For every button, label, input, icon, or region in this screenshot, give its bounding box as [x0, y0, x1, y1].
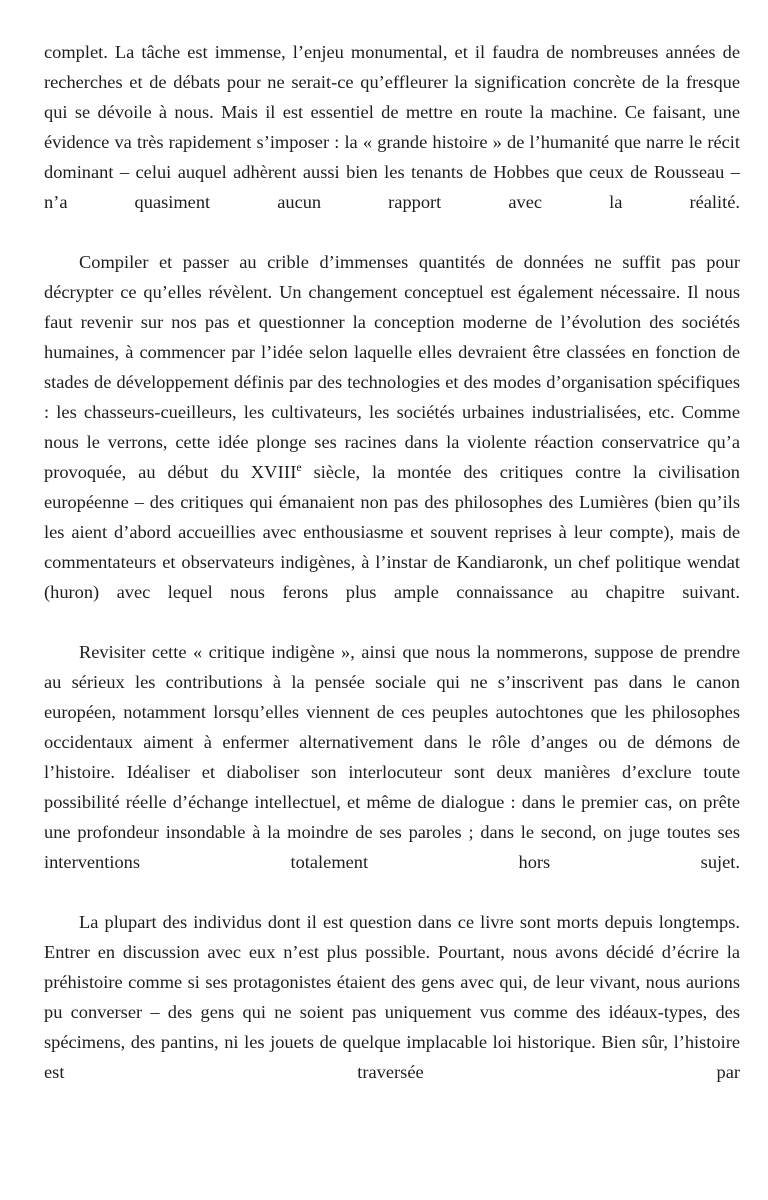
century-ordinal-superscript: e [296, 461, 302, 474]
paragraph-compiler-part-1: Compiler et passer au crible d’immenses quantités de données ne suffit pas pour décrypter ce qu’elles révèlent. Un changement conceptuel est également nécessaire. Il nous faut revenir sur nos pas et questionner la conception moderne de l’évolution des sociétés humaines, à commencer par l’idée selon laquelle elles devraient être classées en fonction de stades de développement définis par des technologies et des modes d’organisation spécifiques : les chasseurs-cueilleurs, les cultivateurs, les sociétés urbaines industrialisées, etc. Comme nous le verrons, cette idée plonge ses racines dans la violente réaction conservatrice qu’a provoquée, au début du [44, 252, 740, 482]
century-smallcaps: XVIII [250, 462, 297, 482]
paragraph-compiler-part-2: siècle, la montée des critiques contre la civilisation européenne – des critiques qui émanaient non pas des philosophes des Lumières (bien qu’ils les aient d’abord accueillies avec enthousiasme et souvent reprises à leur compte), mais de commentateurs et observateurs indigènes, à l’instar de Kandiaronk, un chef politique wendat (huron) avec lequel nous ferons plus ample connaissance au chapitre suivant. [44, 462, 740, 602]
paragraph-la-plupart: La plupart des individus dont il est question dans ce livre sont morts depuis longtemps. Entrer en discussion avec eux n’est plus possible. Pourtant, nous avons décidé d’écrire la préhistoire comme si ses protagonistes étaient des gens avec qui, de leur vivant, nous aurions pu converser – des gens qui ne soient pas uniquement vus comme des idéaux-types, des spécimens, des pantins, ni les jouets de quelque implacable loi historique. Bien sûr, l’histoire est traversée par [44, 912, 740, 1082]
paragraph-compiler [44, 247, 740, 637]
body-text-column [44, 37, 740, 1117]
paragraph-continued: complet. La tâche est immense, l’enjeu monumental, et il faudra de nombreuses années de recherches et de débats pour ne serait-ce qu’effleurer la signification concrète de la fresque qui se dévoile à nous. Mais il est essentiel de mettre en route la machine. Ce faisant, une évidence va très rapidement s’imposer : la « grande histoire » de l’humanité que narre le récit dominant – celui auquel adhèrent aussi bien les tenants de Hobbes que ceux de Rousseau – n’a quasiment aucun rapport avec la réalité. [44, 42, 740, 212]
paragraph-revisiter: Revisiter cette « critique indigène », ainsi que nous la nommerons, suppose de prendre au sérieux les contributions à la pensée sociale qui ne s’inscrivent pas dans le canon européen, notamment lorsqu’elles viennent de ces peuples autochtones que les philosophes occidentaux aiment à enfermer alternativement dans le rôle d’anges ou de démons de l’histoire. Idéaliser et diaboliser son interlocuteur sont deux manières d’exclure toute possibilité réelle d’échange intellectuel, et même de dialogue : dans le premier cas, on prête une profondeur insondable à la moindre de ses paroles ; dans le second, on juge toutes ses interventions totalement hors sujet. [44, 642, 740, 872]
